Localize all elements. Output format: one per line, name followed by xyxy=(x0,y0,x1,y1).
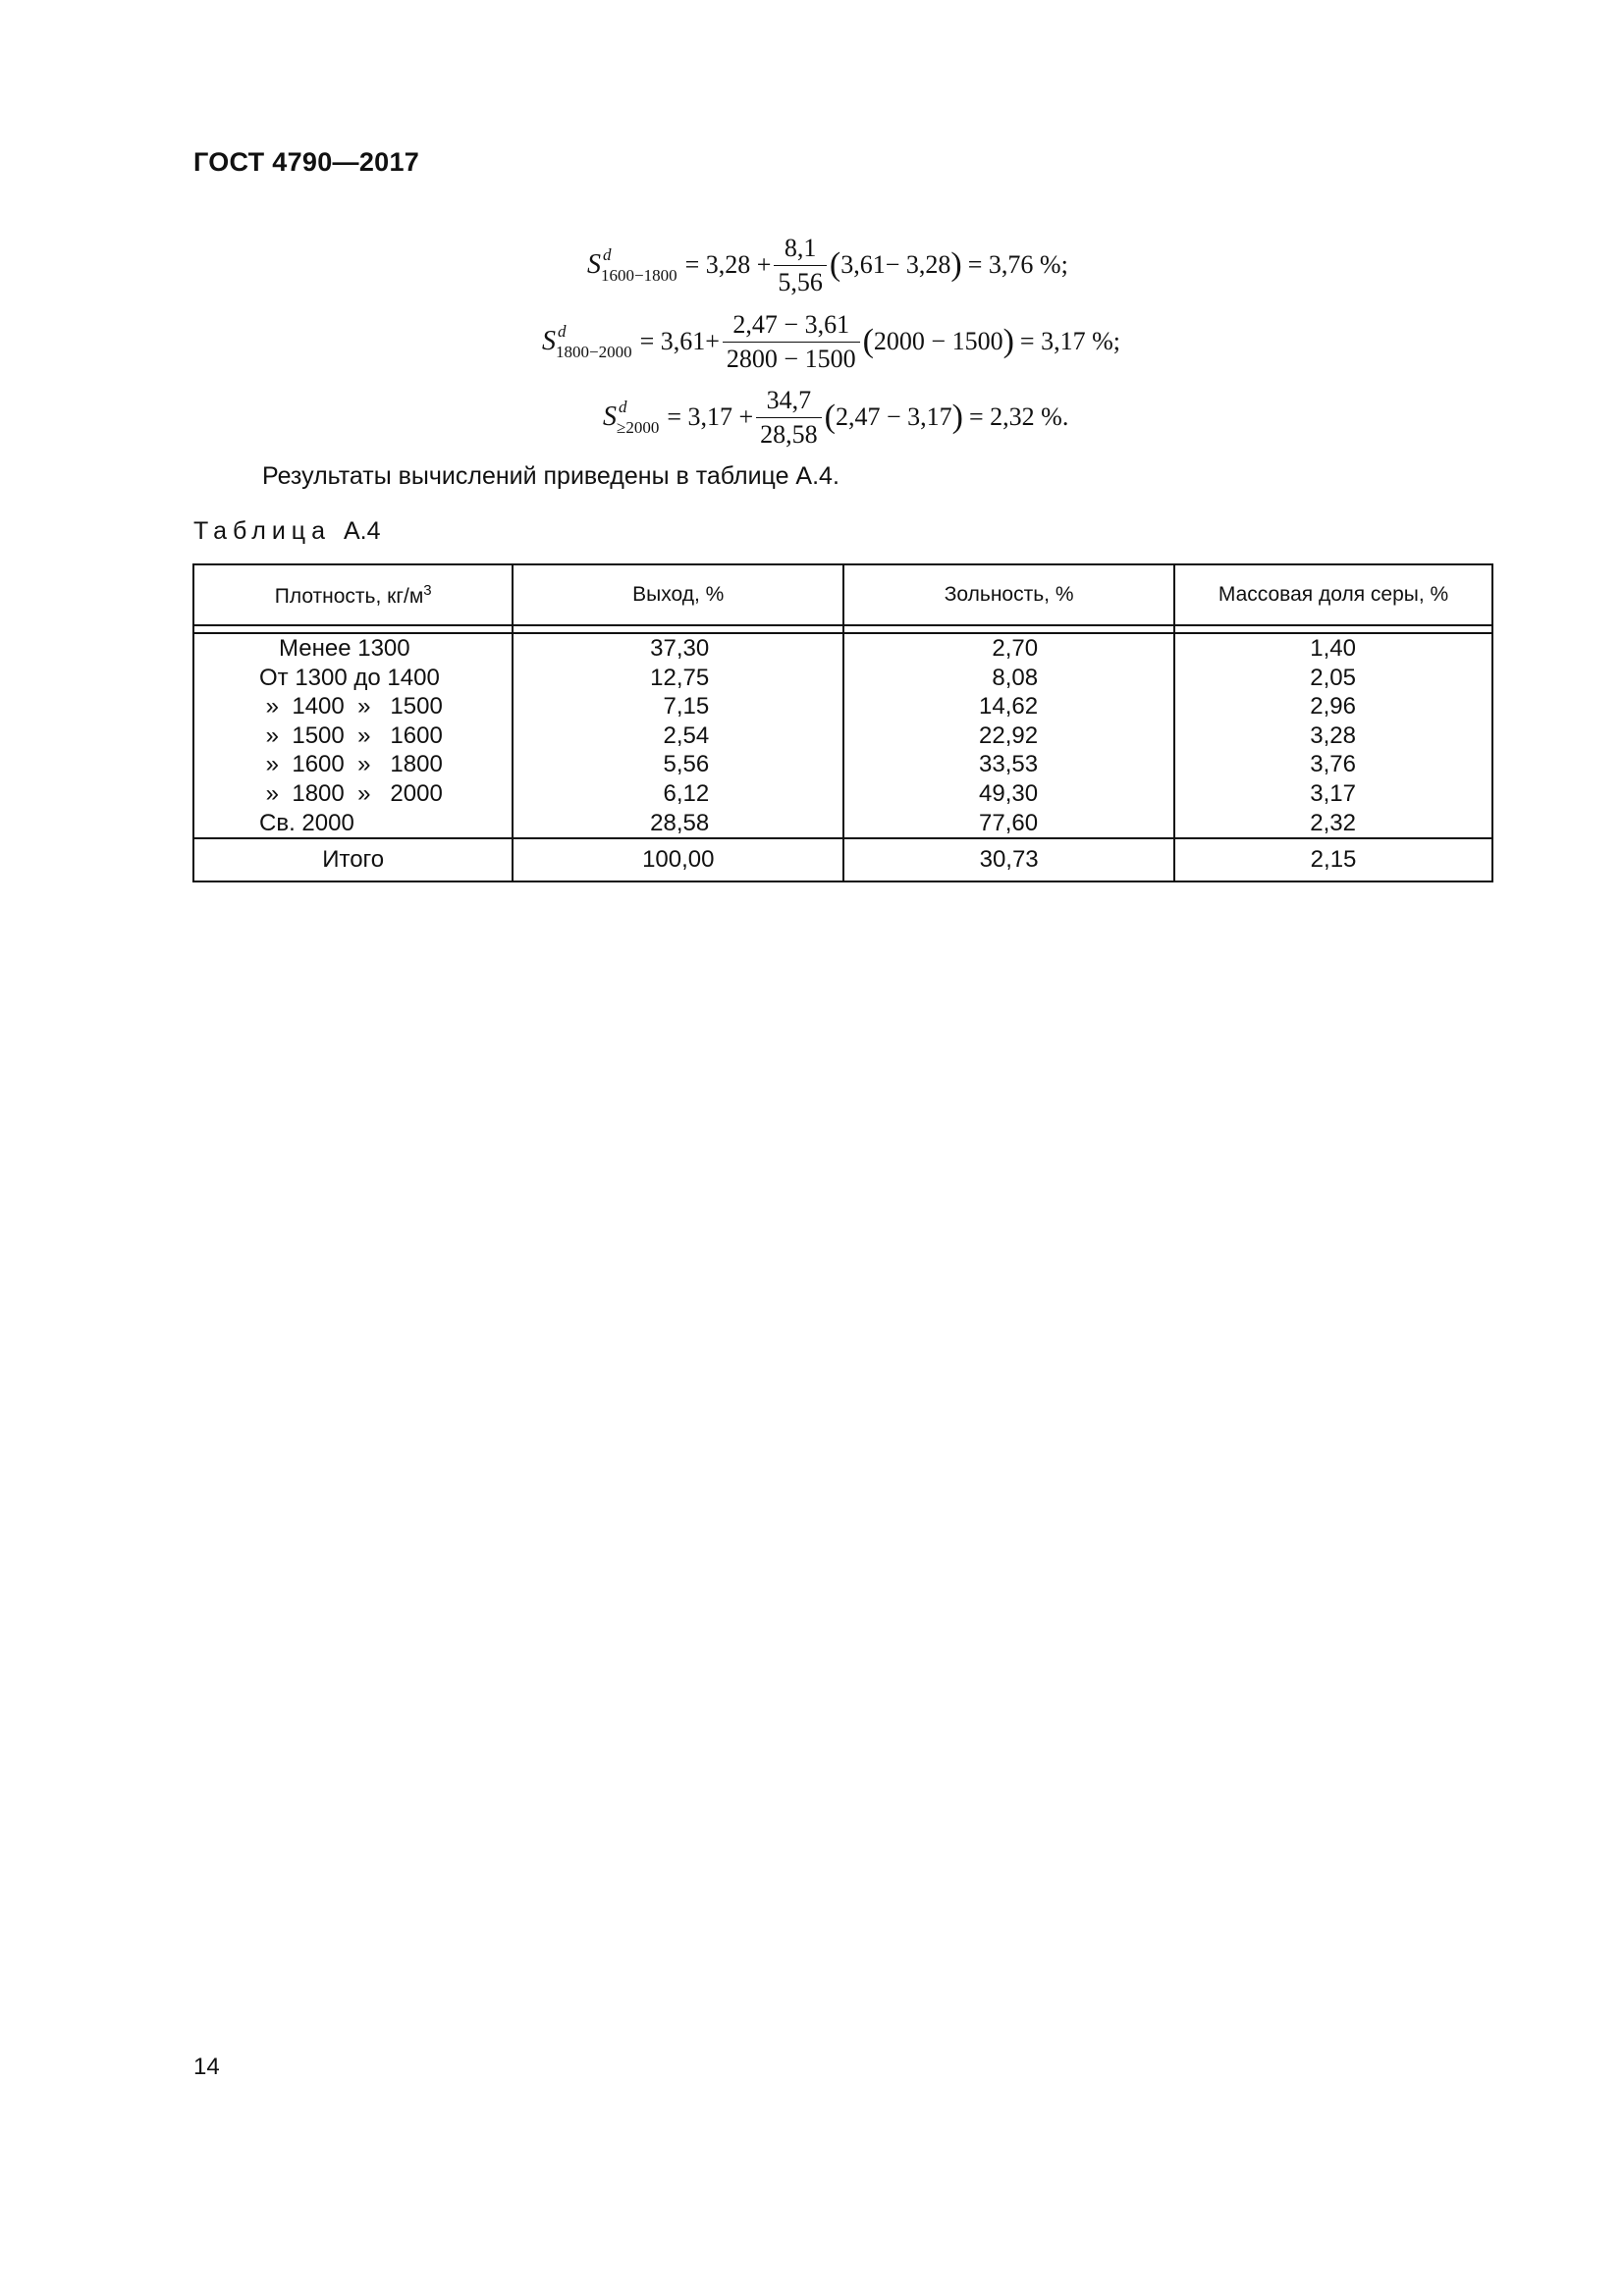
formula-result: = 2,32 %. xyxy=(969,402,1069,432)
header-yield: Выход, % xyxy=(513,564,843,625)
cell-yield: 28,58 xyxy=(513,809,843,839)
header-sulfur: Массовая доля серы, % xyxy=(1174,564,1492,625)
results-paragraph: Результаты вычислений приведены в таблице А.4. xyxy=(262,462,839,490)
formula-result: = 3,17 %; xyxy=(1019,327,1120,356)
table-caption-number: А.4 xyxy=(343,517,381,545)
formula-equals-part: = 3,61+ xyxy=(639,327,720,356)
table-row xyxy=(193,721,1492,751)
formula-1: S d 1600−1800 = 3,28 + $\frac{8,1}{5,56}$ ( 3,61− 3,28 ) = 3,76 %; xyxy=(587,234,1068,296)
cell-sulfur: 2,96 xyxy=(1174,692,1492,721)
formula-superscript: d xyxy=(603,245,612,265)
data-table xyxy=(192,563,1493,882)
cell-ash: 77,60 xyxy=(843,809,1174,839)
table-caption xyxy=(193,517,381,546)
formula-paren-content: 3,61− 3,28 xyxy=(840,250,951,280)
table-row xyxy=(193,809,1492,839)
table-row xyxy=(193,750,1492,779)
cell-sulfur: 3,28 xyxy=(1174,721,1492,751)
cell-sulfur: 3,76 xyxy=(1174,750,1492,779)
formula-paren-content: 2000 − 1500 xyxy=(873,327,1003,356)
formula-superscript: d xyxy=(619,398,627,417)
cell-ash: 14,62 xyxy=(843,692,1174,721)
formula-paren-content: 2,47 − 3,17 xyxy=(836,402,952,432)
cell-total-label: Итого xyxy=(193,838,513,881)
cell-density: » 1500 » 1600 xyxy=(193,721,513,751)
cell-density: Св. 2000 xyxy=(193,809,513,839)
formula-subscript: 1600−1800 xyxy=(601,266,677,286)
formula-fraction xyxy=(756,386,822,450)
table-row xyxy=(193,633,1492,664)
cell-total-ash: 30,73 xyxy=(843,838,1174,881)
fraction-numerator: 8,1 xyxy=(784,234,817,262)
table-caption-word: Таблица xyxy=(193,517,332,545)
formula-equals-part: = 3,28 + xyxy=(684,250,772,280)
fraction-denominator: 2800 − 1500 xyxy=(723,342,860,374)
cell-sulfur: 2,32 xyxy=(1174,809,1492,839)
cell-yield: 37,30 xyxy=(513,633,843,664)
cell-total-sulfur: 2,15 xyxy=(1174,838,1492,881)
table-row xyxy=(193,664,1492,693)
formula-symbol: S xyxy=(542,326,556,357)
table-row xyxy=(193,692,1492,721)
cell-ash: 2,70 xyxy=(843,633,1174,664)
cell-yield: 7,15 xyxy=(513,692,843,721)
document-header: ГОСТ 4790—2017 xyxy=(193,147,420,177)
formula-symbol: S xyxy=(587,249,601,281)
cell-ash: 33,53 xyxy=(843,750,1174,779)
header-ash: Зольность, % xyxy=(843,564,1174,625)
cell-sulfur: 1,40 xyxy=(1174,633,1492,664)
table-header-row xyxy=(193,564,1492,625)
fraction-numerator: 34,7 xyxy=(766,386,812,414)
cell-yield: 2,54 xyxy=(513,721,843,751)
cell-sulfur: 3,17 xyxy=(1174,779,1492,809)
cell-yield: 12,75 xyxy=(513,664,843,693)
cell-density: » 1400 » 1500 xyxy=(193,692,513,721)
cell-ash: 22,92 xyxy=(843,721,1174,751)
cell-ash: 49,30 xyxy=(843,779,1174,809)
cell-total-yield: 100,00 xyxy=(513,838,843,881)
fraction-numerator: 2,47 − 3,61 xyxy=(732,310,850,339)
page-number: 14 xyxy=(193,2054,220,2080)
table-row xyxy=(193,779,1492,809)
formula-result: = 3,76 %; xyxy=(967,250,1068,280)
cell-density: От 1300 до 1400 xyxy=(193,664,513,693)
cell-density: » 1600 » 1800 xyxy=(193,750,513,779)
header-density: Плотность, $кг/м^3$ xyxy=(193,564,513,625)
formula-superscript: d xyxy=(558,322,567,342)
cell-sulfur: 2,05 xyxy=(1174,664,1492,693)
table-total-row xyxy=(193,838,1492,881)
formula-fraction xyxy=(723,310,860,374)
formula-equals-part: = 3,17 + xyxy=(667,402,754,432)
cell-ash: 8,08 xyxy=(843,664,1174,693)
cell-density: Менее 1300 xyxy=(193,633,513,664)
formula-2: S d 1800−2000 = 3,61+ $\frac{2,47 - 3,61}{2800 - 1500}$ ( 2000 − 1500 ) = 3,17 %; xyxy=(542,310,1120,373)
formula-fraction xyxy=(774,234,827,297)
formula-subscript: ≥2000 xyxy=(617,418,660,438)
fraction-denominator: 5,56 xyxy=(774,265,827,297)
cell-yield: 5,56 xyxy=(513,750,843,779)
formula-3: S d ≥2000 = 3,17 + $\frac{34,7}{28,58}$ ( 2,47 − 3,17 ) = 2,32 %. xyxy=(603,386,1069,449)
cell-yield: 6,12 xyxy=(513,779,843,809)
formula-symbol: S xyxy=(603,401,617,433)
cell-density: » 1800 » 2000 xyxy=(193,779,513,809)
formula-subscript: 1800−2000 xyxy=(556,343,632,362)
fraction-denominator: 28,58 xyxy=(756,417,822,450)
